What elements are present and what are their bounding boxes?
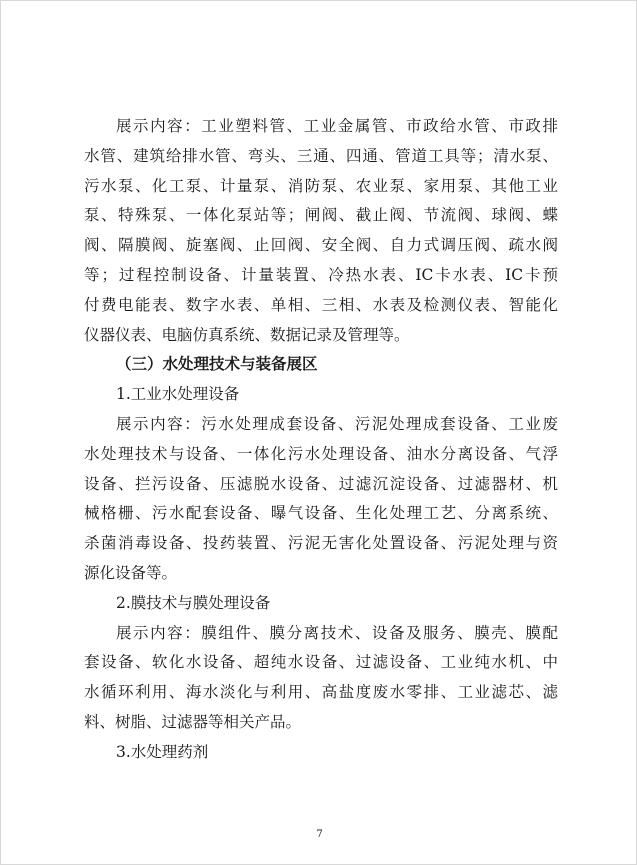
page-number: 7 bbox=[316, 829, 323, 840]
paragraph-subsection2 bbox=[84, 619, 558, 738]
text-line: 源化设备等。 bbox=[84, 563, 178, 582]
text-line: 污水泵、化工泵、计量泵、消防泵、农业泵、家用泵、其他工业 bbox=[84, 176, 558, 195]
paragraph-subsection1 bbox=[84, 410, 558, 589]
text-line: 展示内容：工业塑料管、工业金属管、市政给水管、市政排 bbox=[116, 117, 558, 135]
text-line: 仪器仪表、电脑仿真系统、数据记录及管理等。 bbox=[84, 325, 410, 344]
text-line: 设备、拦污设备、压滤脱水设备、过滤沉淀设备、过滤器材、机 bbox=[84, 474, 558, 493]
text-line: 杀菌消毒设备、投药装置、污泥无害化处置设备、污泥处理与资 bbox=[84, 534, 558, 553]
text-line: 械格栅、污水配套设备、曝气设备、生化处理工艺、分离系统、 bbox=[84, 504, 558, 523]
text-line: 展示内容：膜组件、膜分离技术、设备及服务、膜壳、膜配 bbox=[116, 623, 558, 642]
subsection-title: 1.工业水处理设备 bbox=[116, 385, 240, 404]
section-heading: （三）水处理技术与装备展区 bbox=[116, 355, 318, 374]
text-line: 阀、隔膜阀、旋塞阀、止回阀、安全阀、自力式调压阀、疏水阀 bbox=[84, 236, 558, 255]
text-line: 套设备、软化水设备、超纯水设备、过滤设备、工业纯水机、中 bbox=[84, 653, 558, 672]
text-line: 水循环利用、海水淡化与利用、高盐度废水零排、工业滤芯、滤 bbox=[84, 683, 558, 702]
text-line: 等；过程控制设备、计量装置、冷热水表、IC卡水表、IC卡预 bbox=[84, 265, 558, 284]
text-line: 泵、特殊泵、一体化泵站等；闸阀、截止阀、节流阀、球阀、蝶 bbox=[84, 206, 558, 225]
subsection-title: 2.膜技术与膜处理设备 bbox=[116, 593, 271, 612]
text-line: 水管、建筑给排水管、弯头、三通、四通、管道工具等；清水泵、 bbox=[84, 146, 558, 165]
paragraph-section2-contents bbox=[84, 112, 558, 350]
text-line: 付费电能表、数字水表、单相、三相、水表及检测仪表、智能化 bbox=[84, 295, 558, 314]
subsection-title: 3.水处理药剂 bbox=[116, 742, 209, 761]
text-line: 料、树脂、过滤器等相关产品。 bbox=[84, 712, 302, 731]
text-line: 水处理技术与设备、一体化污水处理设备、油水分离设备、气浮 bbox=[84, 444, 558, 463]
text-line: 展示内容：污水处理成套设备、污泥处理成套设备、工业废 bbox=[116, 414, 558, 433]
page-content bbox=[84, 112, 558, 768]
